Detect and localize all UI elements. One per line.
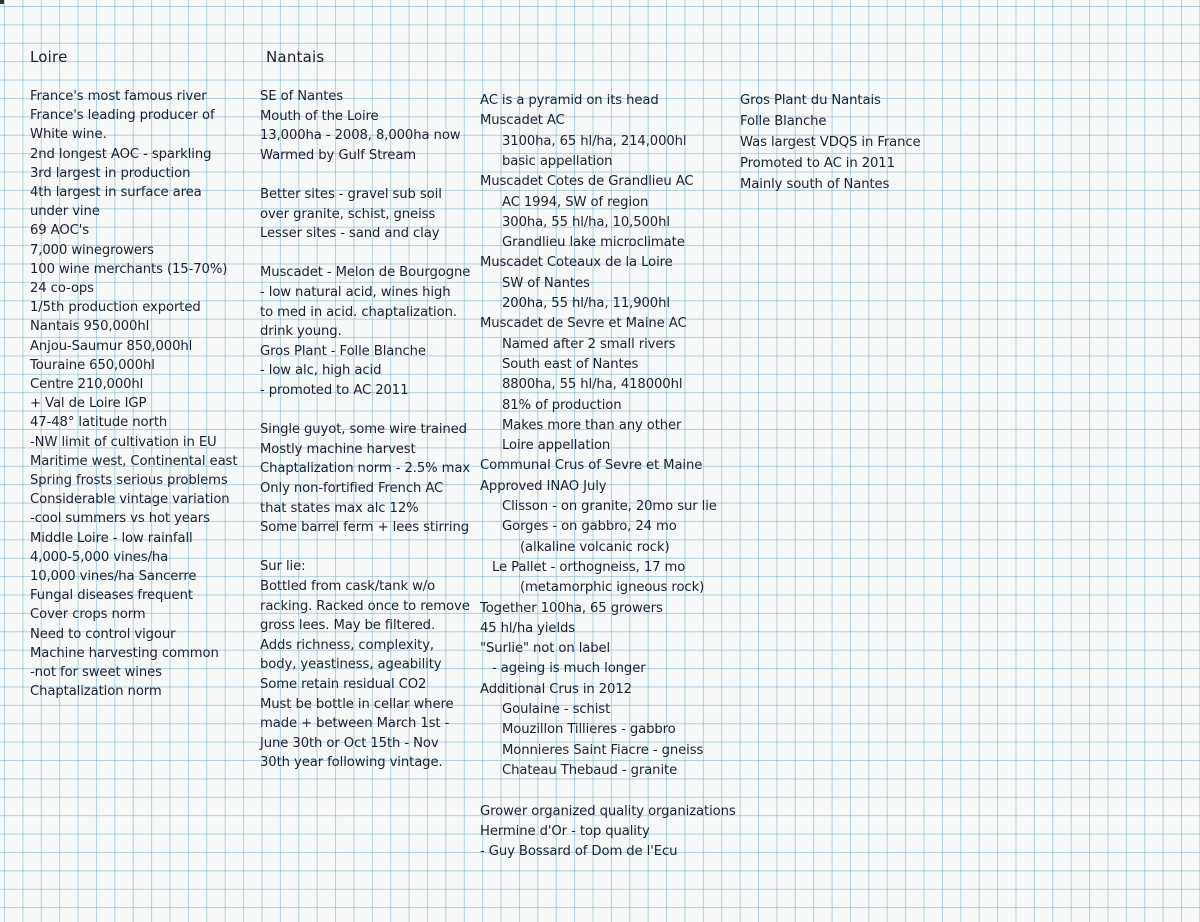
note-line: Lesser sites - sand and clay xyxy=(260,226,440,242)
note-line: Chaptalization norm xyxy=(30,684,162,700)
note-line: - low natural acid, wines high xyxy=(260,285,451,300)
note-line: 45 hl/ha yields xyxy=(480,620,576,636)
page-corner-mark xyxy=(0,0,4,4)
note-line: Mouth of the Loire xyxy=(260,108,379,124)
note-line: Must be bottle in cellar where xyxy=(260,696,454,712)
column-title-nantais: Nantais xyxy=(266,48,325,66)
note-line: "Surlie" not on label xyxy=(480,641,611,657)
note-line: Muscadet Coteaux de la Loire xyxy=(480,255,673,271)
note-line: Some barrel ferm + lees stirring xyxy=(260,520,470,536)
note-line: Gorges - on gabbro, 24 mo xyxy=(502,519,677,535)
note-line: 47-48° latitude north xyxy=(30,415,168,431)
note-line: Additional Crus in 2012 xyxy=(480,681,632,697)
note-line: - promoted to AC 2011 xyxy=(260,383,409,398)
note-line: AC is a pyramid on its head xyxy=(480,93,659,108)
note-line: Approved INAO July xyxy=(480,478,607,494)
note-line: -cool summers vs hot years xyxy=(30,511,210,527)
note-line: Le Pallet - orthogneiss, 17 mo xyxy=(492,559,686,575)
note-line: gross lees. May be filtered. xyxy=(260,618,436,634)
note-line: Touraine 650,000hl xyxy=(30,357,155,373)
note-line: Better sites - gravel sub soil xyxy=(260,187,442,202)
note-line: that states max alc 12% xyxy=(260,500,419,516)
note-line: Monnieres Saint Fiacre - gneiss xyxy=(502,742,704,758)
note-line: Goulaine - schist xyxy=(502,702,611,717)
note-line: Makes more than any other xyxy=(502,417,682,433)
note-line: June 30th or Oct 15th - Nov xyxy=(260,735,439,751)
note-line: France's most famous river xyxy=(30,89,207,104)
note-line: Anjou-Saumur 850,000hl xyxy=(30,338,193,354)
note-line: 7,000 winegrowers xyxy=(30,242,154,258)
note-line: Gros Plant - Folle Blanche xyxy=(260,343,426,359)
note-line: SW of Nantes xyxy=(502,275,590,291)
note-line: - ageing is much longer xyxy=(492,661,646,677)
note-line: 13,000ha - 2008, 8,000ha now xyxy=(260,128,461,144)
note-line: made + between March 1st - xyxy=(260,716,450,732)
note-line: Nantais 950,000hl xyxy=(30,319,150,335)
note-line: Was largest VDQS in France xyxy=(740,135,921,150)
note-line: Middle Loire - low rainfall xyxy=(30,530,193,546)
note-line: 100 wine merchants (15-70%) xyxy=(30,261,228,277)
note-line: Adds richness, complexity, xyxy=(260,637,435,653)
note-line: Considerable vintage variation xyxy=(30,492,230,508)
note-line: to med in acid. chaptalization. xyxy=(260,304,457,320)
note-line: 4,000-5,000 vines/ha xyxy=(30,549,169,565)
note-line: - low alc, high acid xyxy=(260,363,382,379)
note-line: 8800ha, 55 hl/ha, 418000hl xyxy=(502,377,683,393)
note-line: 81% of production xyxy=(502,397,622,413)
note-line: Some retain residual CO2 xyxy=(260,677,427,692)
note-line: Muscadet - Melon de Bourgogne xyxy=(260,265,471,281)
note-line: Clisson - on granite, 20mo sur lie xyxy=(502,499,717,514)
note-line: Maritime west, Continental east xyxy=(30,453,238,469)
note-line: Chaptalization norm - 2.5% max xyxy=(260,461,471,477)
column-title-loire: Loire xyxy=(30,48,68,66)
note-line: Cover crops norm xyxy=(30,607,146,623)
note-line: Spring frosts serious problems xyxy=(30,473,228,488)
note-line: Muscadet Cotes de Grandlieu AC xyxy=(480,174,694,190)
note-line: Warmed by Gulf Stream xyxy=(260,147,417,163)
note-line: 10,000 vines/ha Sancerre xyxy=(30,569,197,584)
note-line: Grower organized quality organizations xyxy=(480,803,736,819)
note-line: Mouzillon Tillieres - gabbro xyxy=(502,722,676,738)
note-line: under vine xyxy=(30,204,100,220)
note-line: Only non-fortified French AC xyxy=(260,481,444,496)
note-line: 69 AOC's xyxy=(30,223,90,239)
note-line: Mostly machine harvest xyxy=(260,441,416,457)
note-line: 3rd largest in production xyxy=(30,165,191,181)
note-line: - Guy Bossard of Dom de l'Ecu xyxy=(480,844,678,860)
note-line: Single guyot, some wire trained xyxy=(260,422,467,438)
note-line: Gros Plant du Nantais xyxy=(740,93,881,108)
note-line: Chateau Thebaud - granite xyxy=(502,762,678,778)
note-line: 3100ha, 65 hl/ha, 214,000hl xyxy=(502,133,687,149)
note-line: racking. Racked once to remove xyxy=(260,598,470,614)
note-line: drink young. xyxy=(260,324,342,340)
note-line: (alkaline volcanic rock) xyxy=(520,539,670,555)
note-line: Muscadet AC xyxy=(480,113,565,129)
note-line: 4th largest in surface area xyxy=(30,185,202,200)
note-line: 2nd longest AOC - sparkling xyxy=(30,146,212,162)
note-line: 30th year following vintage. xyxy=(260,755,443,771)
note-line: France's leading producer of xyxy=(30,108,215,124)
note-line: 200ha, 55 hl/ha, 11,900hl xyxy=(502,296,670,311)
note-line: (metamorphic igneous rock) xyxy=(520,580,705,596)
note-line: South east of Nantes xyxy=(502,356,639,372)
note-line: Muscadet de Sevre et Maine AC xyxy=(480,316,687,332)
note-line: Loire appellation xyxy=(502,438,611,454)
note-line: -NW limit of cultivation in EU xyxy=(30,434,217,450)
note-line: Sur lie: xyxy=(260,559,306,575)
note-line: Grandlieu lake microclimate xyxy=(502,235,685,251)
note-line: body, yeastiness, ageability xyxy=(260,657,442,673)
note-line: Mainly south of Nantes xyxy=(740,177,890,192)
note-line: over granite, schist, gneiss xyxy=(260,206,436,222)
note-line: Bottled from cask/tank w/o xyxy=(260,579,436,594)
note-line: 300ha, 55 hl/ha, 10,500hl xyxy=(502,214,670,230)
note-line: Need to control vigour xyxy=(30,626,176,642)
note-line: SE of Nantes xyxy=(260,89,344,104)
note-line: -not for sweet wines xyxy=(30,665,162,680)
note-line: White wine. xyxy=(30,127,107,143)
note-line: Named after 2 small rivers xyxy=(502,336,676,352)
note-line: Communal Crus of Sevre et Maine xyxy=(480,458,703,474)
note-line: + Val de Loire IGP xyxy=(30,396,147,412)
note-line: Together 100ha, 65 growers xyxy=(480,600,663,616)
note-line: Machine harvesting common xyxy=(30,645,219,661)
note-line: 1/5th production exported xyxy=(30,300,201,316)
note-line: Fungal diseases frequent xyxy=(30,588,193,604)
note-line: Hermine d'Or - top quality xyxy=(480,823,650,839)
note-line: Centre 210,000hl xyxy=(30,377,144,392)
note-line: basic appellation xyxy=(502,153,613,169)
note-line: Folle Blanche xyxy=(740,114,827,129)
note-line: Promoted to AC in 2011 xyxy=(740,156,895,171)
note-line: AC 1994, SW of region xyxy=(502,194,649,210)
note-line: 24 co-ops xyxy=(30,281,94,296)
